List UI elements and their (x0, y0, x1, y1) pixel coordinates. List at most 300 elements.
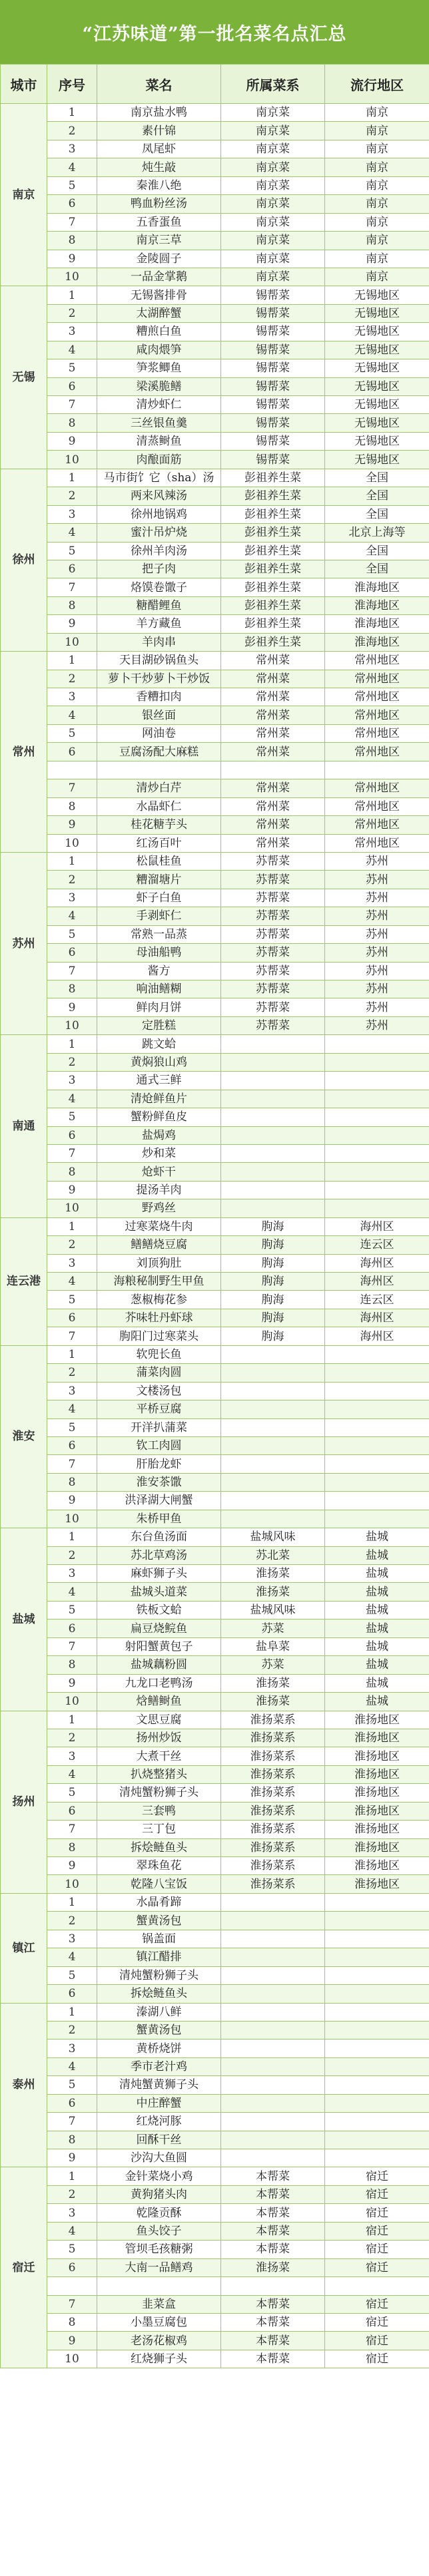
region: 常州地区 (325, 688, 429, 706)
dish-name: 香糟扣肉 (97, 688, 221, 706)
table-row (1, 104, 429, 122)
cuisine: 锡帮菜 (221, 451, 325, 469)
row-index: 2 (47, 2185, 97, 2203)
row-index: 2 (47, 2021, 97, 2039)
cuisine (221, 1985, 325, 2003)
row-index: 1 (47, 852, 97, 870)
dish-name: 野鸡丝 (97, 1199, 221, 1217)
row-index: 7 (47, 779, 97, 797)
cuisine: 常州菜 (221, 779, 325, 797)
dish-name: 提汤羊肉 (97, 1181, 221, 1199)
cuisine: 常州菜 (221, 724, 325, 742)
row-index: 6 (47, 743, 97, 761)
region: 宿迁 (325, 2167, 429, 2185)
row-index: 1 (47, 1035, 97, 1053)
region (325, 2076, 429, 2094)
row-index: 9 (47, 816, 97, 834)
region: 全国 (325, 505, 429, 523)
cuisine: 淮扬菜系 (221, 1711, 325, 1729)
dish-name: 管坝毛孩糖粥 (97, 2241, 221, 2258)
cuisine: 锡帮菜 (221, 304, 325, 322)
row-index (47, 2277, 97, 2295)
region: 宿迁 (325, 2185, 429, 2203)
dish-name: 母油船鸭 (97, 944, 221, 962)
table-row (1, 2131, 429, 2149)
table-row (1, 1053, 429, 1071)
dish-name: 天目湖砂锅鱼头 (97, 652, 221, 670)
row-index: 9 (47, 1492, 97, 1510)
row-index: 5 (47, 2076, 97, 2094)
region: 全国 (325, 487, 429, 505)
cuisine: 苏帮菜 (221, 998, 325, 1016)
dish-name: 太湖醉蟹 (97, 304, 221, 322)
dish-name: 鳝鳝烧豆腐 (97, 1236, 221, 1254)
region: 淮海地区 (325, 596, 429, 614)
region: 淮扬地区 (325, 1802, 429, 1820)
region: 常州地区 (325, 779, 429, 797)
header-city: 城市 (1, 65, 47, 104)
table-row (1, 1656, 429, 1674)
cuisine (221, 1418, 325, 1436)
table-row (1, 2185, 429, 2203)
region (325, 1144, 429, 1162)
cuisine: 盐城风味 (221, 1528, 325, 1546)
region: 宿迁 (325, 2350, 429, 2368)
dish-name: 肉酿面筋 (97, 451, 221, 469)
row-index: 10 (47, 268, 97, 286)
row-index: 3 (47, 140, 97, 158)
table-row (1, 1163, 429, 1181)
row-index: 9 (47, 2149, 97, 2167)
table-row (1, 377, 429, 395)
table-row (1, 1601, 429, 1619)
table-row (1, 2057, 429, 2075)
dish-name: 三丝银鱼羹 (97, 414, 221, 432)
dish-name: 萝卜干炒萝卜干炒饭 (97, 670, 221, 688)
dish-name: 洪泽湖大闸蟹 (97, 1492, 221, 1510)
cuisine: 彭祖养生菜 (221, 524, 325, 542)
region (325, 2039, 429, 2057)
table-row (1, 1072, 429, 1090)
cuisine (221, 1364, 325, 1382)
dish-name: 东台鱼汤面 (97, 1528, 221, 1546)
table-row (1, 871, 429, 889)
table-row (1, 195, 429, 213)
region: 盐城 (325, 1583, 429, 1601)
table-body (1, 104, 429, 2368)
dish-name: 拆烩鲢鱼头 (97, 1838, 221, 1856)
row-index: 9 (47, 2332, 97, 2350)
row-index: 6 (47, 377, 97, 395)
dish-name: 糟煎白鱼 (97, 323, 221, 341)
cuisine: 苏帮菜 (221, 962, 325, 980)
cuisine: 本帮菜 (221, 2185, 325, 2203)
row-index: 5 (47, 1601, 97, 1619)
row-index: 10 (47, 1016, 97, 1034)
cuisine (221, 2003, 325, 2021)
dish-name: 清炖蟹黄狮子头 (97, 2076, 221, 2094)
region: 海州区 (325, 1254, 429, 1272)
dish-name: 红烧狮子头 (97, 2350, 221, 2368)
table-row (1, 1309, 429, 1327)
region: 常州地区 (325, 652, 429, 670)
dish-name: 盐焗鸡 (97, 1126, 221, 1144)
row-index: 6 (47, 944, 97, 962)
row-index: 10 (47, 1693, 97, 1711)
cuisine (221, 2113, 325, 2131)
row-index: 1 (47, 652, 97, 670)
dish-name: 朱桥甲鱼 (97, 1510, 221, 1528)
city-cell: 镇江 (1, 1893, 47, 2003)
dish-name: 糟溜塘片 (97, 871, 221, 889)
region: 无锡地区 (325, 286, 429, 304)
cuisine: 锡帮菜 (221, 341, 325, 359)
region (325, 1181, 429, 1199)
cuisine: 锡帮菜 (221, 414, 325, 432)
table-row (1, 1236, 429, 1254)
cuisine: 苏帮菜 (221, 852, 325, 870)
table-row (1, 2204, 429, 2222)
table-row (1, 2039, 429, 2057)
cuisine: 苏帮菜 (221, 889, 325, 907)
cuisine: 苏帮菜 (221, 944, 325, 962)
row-index: 4 (47, 1765, 97, 1783)
cuisine: 锡帮菜 (221, 323, 325, 341)
table-row (1, 2222, 429, 2240)
dish-name: 黄狗猪头肉 (97, 2185, 221, 2203)
row-index: 2 (47, 304, 97, 322)
cuisine: 淮扬菜系 (221, 1875, 325, 1893)
cuisine: 淮扬菜系 (221, 1747, 325, 1765)
city-cell: 盐城 (1, 1528, 47, 1711)
dish-name: 水晶虾仁 (97, 797, 221, 815)
table-row (1, 2149, 429, 2167)
row-index: 5 (47, 2241, 97, 2258)
region (325, 1418, 429, 1436)
region (325, 1053, 429, 1071)
dish-name: 钦工肉圆 (97, 1436, 221, 1454)
region: 淮海地区 (325, 615, 429, 633)
header-region: 流行地区 (325, 65, 429, 104)
cuisine: 锡帮菜 (221, 377, 325, 395)
cuisine (221, 1144, 325, 1162)
table-row (1, 1893, 429, 1911)
region: 南京 (325, 140, 429, 158)
city-cell: 扬州 (1, 1711, 47, 1893)
cuisine (221, 2131, 325, 2149)
row-index: 9 (47, 998, 97, 1016)
row-index: 10 (47, 633, 97, 651)
cuisine: 本帮菜 (221, 2350, 325, 2368)
table-row (1, 1382, 429, 1400)
cuisine: 常州菜 (221, 834, 325, 852)
table-row (1, 359, 429, 377)
cuisine (221, 2021, 325, 2039)
region: 淮扬地区 (325, 1784, 429, 1802)
cuisine: 淮扬菜 (221, 1565, 325, 1583)
region: 无锡地区 (325, 451, 429, 469)
region: 盐城 (325, 1656, 429, 1674)
cuisine: 淮扬菜系 (221, 1802, 325, 1820)
table-row (1, 469, 429, 487)
cuisine: 锡帮菜 (221, 396, 325, 414)
row-index: 10 (47, 2350, 97, 2368)
region: 连云区 (325, 1236, 429, 1254)
row-index: 2 (47, 1546, 97, 1564)
cuisine: 朐海 (221, 1217, 325, 1235)
table-row (1, 596, 429, 614)
table-row (1, 633, 429, 651)
region: 苏州 (325, 980, 429, 998)
dish-name: 清蒸鲥鱼 (97, 432, 221, 450)
dish-name: 翠珠鱼花 (97, 1857, 221, 1875)
row-index: 8 (47, 980, 97, 998)
table-row (1, 140, 429, 158)
table-row (1, 1966, 429, 1984)
region: 常州地区 (325, 743, 429, 761)
row-index: 2 (47, 1236, 97, 1254)
cuisine: 锡帮菜 (221, 359, 325, 377)
region (325, 1473, 429, 1491)
row-index: 3 (47, 323, 97, 341)
cuisine: 常州菜 (221, 652, 325, 670)
cuisine: 淮扬菜 (221, 1674, 325, 1692)
dish-name: 马市街饣它（sha）汤 (97, 469, 221, 487)
cuisine: 本帮菜 (221, 2167, 325, 2185)
cuisine: 朐海 (221, 1309, 325, 1327)
table-row (1, 925, 429, 943)
dish-name: 鸭血粉丝汤 (97, 195, 221, 213)
region: 淮扬地区 (325, 1747, 429, 1765)
cuisine (221, 1163, 325, 1181)
row-index: 3 (47, 2039, 97, 2057)
table-row (1, 852, 429, 870)
table-row (1, 779, 429, 797)
table-row (1, 323, 429, 341)
table-row (1, 1418, 429, 1436)
row-index: 6 (47, 195, 97, 213)
dish-name: 炖生敲 (97, 158, 221, 176)
table-row (1, 268, 429, 286)
cuisine: 淮扬菜系 (221, 1765, 325, 1783)
city-cell: 徐州 (1, 469, 47, 651)
cuisine: 盐阜菜 (221, 1637, 325, 1655)
table-row (1, 2277, 429, 2295)
dish-name: 大南一品鳝鸡 (97, 2258, 221, 2276)
row-index: 4 (47, 2222, 97, 2240)
row-index: 4 (47, 1400, 97, 1418)
table-row (1, 1126, 429, 1144)
table-row (1, 889, 429, 907)
cuisine: 彭祖养生菜 (221, 560, 325, 578)
table-row (1, 1217, 429, 1235)
row-index: 7 (47, 1637, 97, 1655)
cuisine (221, 1090, 325, 1108)
row-index: 1 (47, 1528, 97, 1546)
cuisine: 南京菜 (221, 213, 325, 231)
cuisine: 锡帮菜 (221, 432, 325, 450)
dish-name: 淮安茶馓 (97, 1473, 221, 1491)
region (325, 1492, 429, 1510)
table-row (1, 1912, 429, 1930)
region: 宿迁 (325, 2313, 429, 2331)
region: 全国 (325, 560, 429, 578)
row-index: 3 (47, 1930, 97, 1948)
row-index: 2 (47, 122, 97, 140)
cuisine: 淮扬菜系 (221, 1857, 325, 1875)
table-row (1, 304, 429, 322)
row-index: 3 (47, 2204, 97, 2222)
region (325, 1436, 429, 1454)
cuisine: 朐海 (221, 1273, 325, 1291)
row-index: 10 (47, 1875, 97, 1893)
table-row (1, 2295, 429, 2313)
region (325, 1966, 429, 1984)
dish-name: 红汤百叶 (97, 834, 221, 852)
table-row (1, 1144, 429, 1162)
region (325, 1400, 429, 1418)
region: 全国 (325, 469, 429, 487)
row-index: 9 (47, 432, 97, 450)
dish-name: 水晶肴蹄 (97, 1893, 221, 1911)
table-row (1, 1637, 429, 1655)
region (325, 2113, 429, 2131)
dish-name: 铁板文蛤 (97, 1601, 221, 1619)
table-row (1, 2021, 429, 2039)
row-index: 7 (47, 2113, 97, 2131)
dish-name: 拆烩鲢鱼头 (97, 1985, 221, 2003)
cuisine: 朐海 (221, 1327, 325, 1345)
cuisine (221, 2094, 325, 2112)
cuisine: 彭祖养生菜 (221, 469, 325, 487)
dish-name: 红烧河豚 (97, 2113, 221, 2131)
table-row (1, 1528, 429, 1546)
region: 盐城 (325, 1674, 429, 1692)
cuisine: 常州菜 (221, 816, 325, 834)
dish-name: 三丁包 (97, 1821, 221, 1838)
dish-name: 平桥豆腐 (97, 1400, 221, 1418)
region (325, 2021, 429, 2039)
table-row (1, 2241, 429, 2258)
cuisine: 南京菜 (221, 195, 325, 213)
table-row (1, 980, 429, 998)
row-index: 1 (47, 104, 97, 122)
region: 盐城 (325, 1637, 429, 1655)
row-index: 8 (47, 1656, 97, 1674)
cuisine: 常州菜 (221, 688, 325, 706)
table-row (1, 944, 429, 962)
row-index: 2 (47, 1912, 97, 1930)
region: 无锡地区 (325, 377, 429, 395)
table-row (1, 797, 429, 815)
dish-name: 笋浆鲫鱼 (97, 359, 221, 377)
region (325, 1090, 429, 1108)
table-row (1, 1510, 429, 1528)
row-index: 8 (47, 1473, 97, 1491)
row-index: 5 (47, 1966, 97, 1984)
region: 苏州 (325, 907, 429, 925)
dish-name: 桂花糖芋头 (97, 816, 221, 834)
table-row (1, 578, 429, 596)
table-row (1, 816, 429, 834)
region: 南京 (325, 158, 429, 176)
region: 淮海地区 (325, 578, 429, 596)
region: 盐城 (325, 1693, 429, 1711)
region: 南京 (325, 195, 429, 213)
dish-name: 大煮干丝 (97, 1747, 221, 1765)
row-index: 3 (47, 889, 97, 907)
dish-name: 开洋扒蒲菜 (97, 1418, 221, 1436)
table-row (1, 834, 429, 852)
cuisine (221, 1510, 325, 1528)
dish-name: 乾隆贡酥 (97, 2204, 221, 2222)
city-cell: 南京 (1, 104, 47, 286)
row-index: 6 (47, 1802, 97, 1820)
table-row (1, 1291, 429, 1309)
dish-name: 麻虾狮子头 (97, 1565, 221, 1583)
dish-name: 回酥干丝 (97, 2131, 221, 2149)
table-row (1, 1254, 429, 1272)
region: 宿迁 (325, 2258, 429, 2276)
dish-name: 扬州炒饭 (97, 1729, 221, 1747)
table-row (1, 250, 429, 268)
table-row (1, 724, 429, 742)
dish-name: 素什锦 (97, 122, 221, 140)
table-row (1, 505, 429, 523)
dish-name: 过寒菜烧牛肉 (97, 1217, 221, 1235)
row-index: 5 (47, 1418, 97, 1436)
dish-name: 文楼汤包 (97, 1382, 221, 1400)
row-index: 4 (47, 706, 97, 724)
row-index: 1 (47, 1893, 97, 1911)
cuisine: 锡帮菜 (221, 286, 325, 304)
table-row (1, 1930, 429, 1948)
dish-name: 蟹粉鲜鱼皮 (97, 1108, 221, 1126)
region: 南京 (325, 213, 429, 231)
dish-name: 镇江醋排 (97, 1948, 221, 1966)
dish-name: 银丝面 (97, 706, 221, 724)
cuisine (221, 2149, 325, 2167)
region (325, 1455, 429, 1473)
row-index (47, 761, 97, 779)
row-index: 4 (47, 2057, 97, 2075)
cuisine: 南京菜 (221, 232, 325, 250)
row-index: 1 (47, 1217, 97, 1235)
dish-name: 金陵圆子 (97, 250, 221, 268)
table-row (1, 542, 429, 560)
cuisine: 苏帮菜 (221, 980, 325, 998)
row-index: 6 (47, 560, 97, 578)
cuisine: 常州菜 (221, 797, 325, 815)
table-row (1, 670, 429, 688)
table-header-row (1, 65, 429, 104)
city-cell: 淮安 (1, 1345, 47, 1528)
header-dish-name: 菜名 (97, 65, 221, 104)
cuisine: 本帮菜 (221, 2313, 325, 2331)
dish-name: 乾隆八宝饭 (97, 1875, 221, 1893)
table-row (1, 1565, 429, 1583)
dish-name: 炝虾干 (97, 1163, 221, 1181)
dish-name: 炒和菜 (97, 1144, 221, 1162)
region: 苏州 (325, 871, 429, 889)
dish-name: 鱼头饺子 (97, 2222, 221, 2240)
dish-name: 金针菜烧小鸡 (97, 2167, 221, 2185)
dish-name: 通式三鲜 (97, 1072, 221, 1090)
dish-name: 小墨豆腐包 (97, 2313, 221, 2331)
table-row (1, 743, 429, 761)
cuisine (221, 1966, 325, 1984)
cuisine (221, 1053, 325, 1071)
